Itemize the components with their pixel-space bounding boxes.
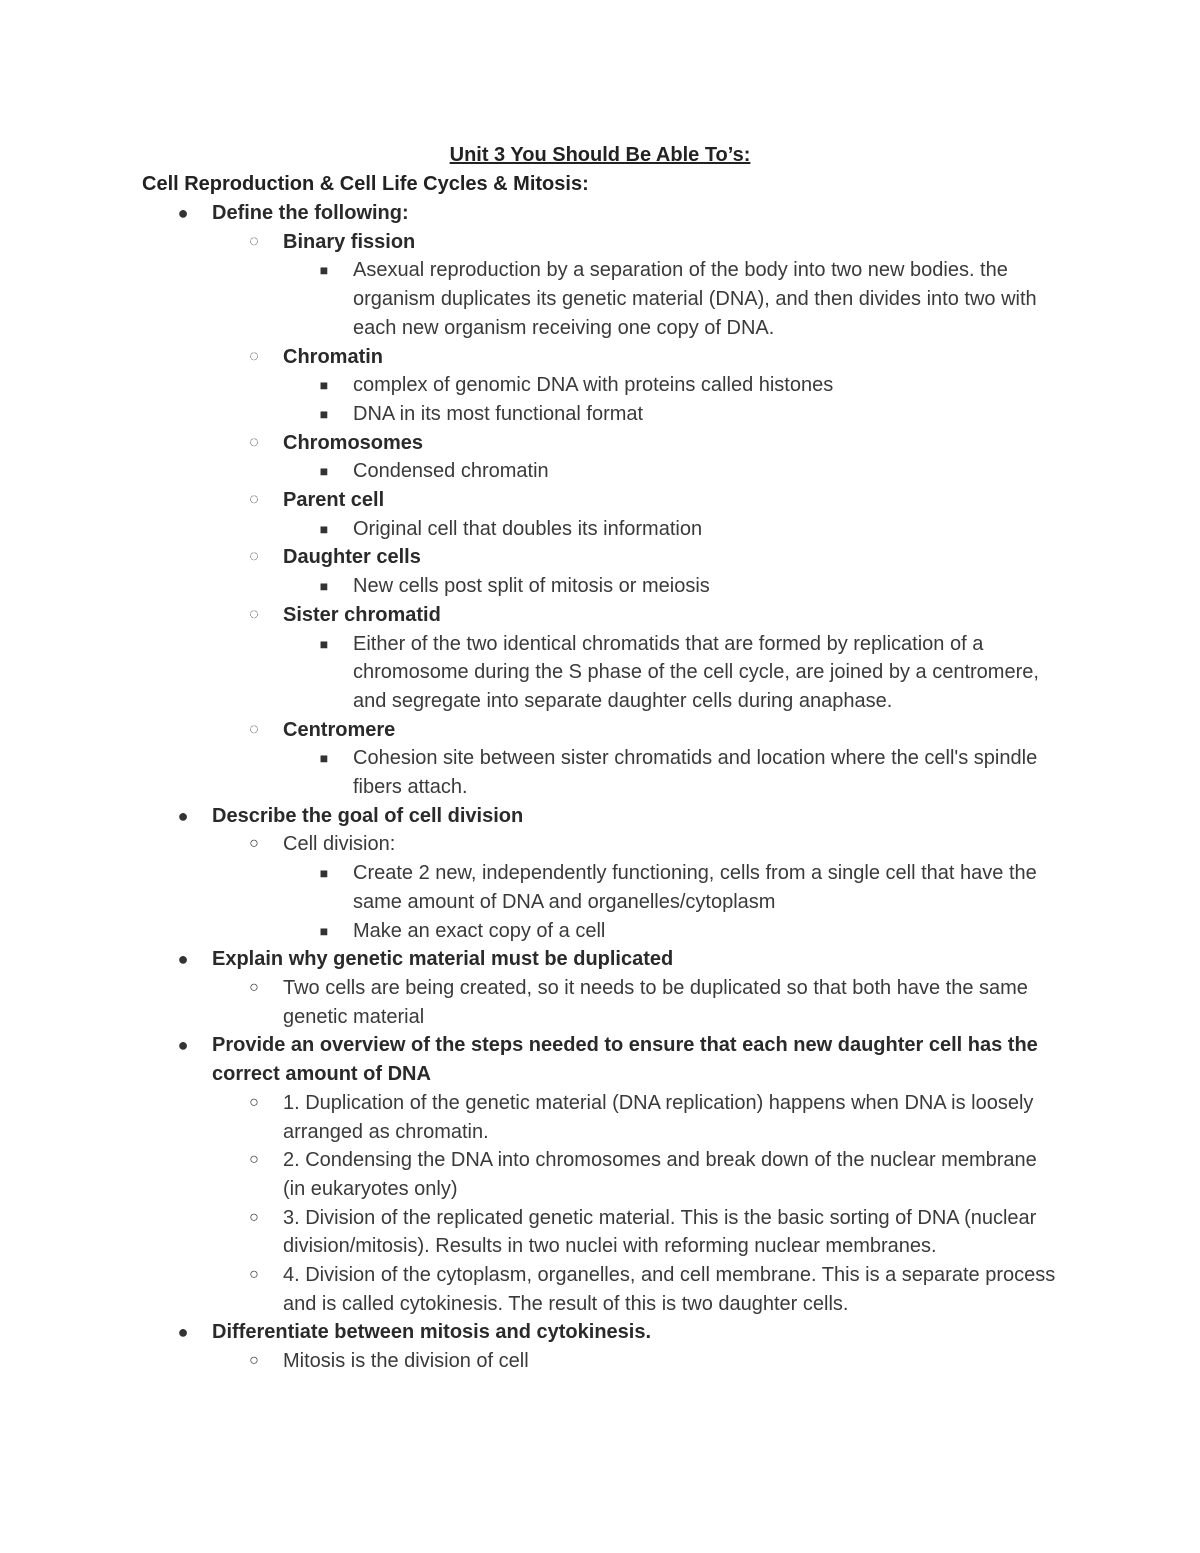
bullet-icon: ● bbox=[177, 1035, 189, 1056]
bullet-icon: ◌ bbox=[249, 605, 259, 623]
list-item bbox=[0, 1089, 1200, 1146]
bullet-icon: ■ bbox=[319, 377, 329, 394]
definition-text: Asexual reproduction by a separation of the body into two new bodies. the organism duplicates its genetic material (DNA), and then divides into two with each new organism receiving one copy of DNA. bbox=[353, 259, 1037, 339]
list-item bbox=[0, 400, 1200, 429]
outline-list bbox=[0, 199, 1200, 1376]
list-item bbox=[0, 1318, 1200, 1347]
answer-text: Cell division: bbox=[283, 833, 396, 856]
list-item bbox=[0, 802, 1200, 831]
bullet-icon: ■ bbox=[319, 578, 329, 595]
bullet-icon: ■ bbox=[319, 750, 329, 767]
definition-text: Cohesion site between sister chromatids and location where the cell's spindle fibers attach. bbox=[353, 747, 1038, 799]
step-text: 1. Duplication of the genetic material (DNA replication) happens when DNA is loosely arranged as chromatin. bbox=[283, 1091, 1034, 1143]
bullet-icon: ■ bbox=[319, 922, 329, 939]
list-item bbox=[0, 1347, 1200, 1376]
list-item bbox=[0, 256, 1200, 342]
bullet-icon: ● bbox=[177, 805, 189, 826]
answer-text: Mitosis is the division of cell bbox=[283, 1350, 529, 1373]
list-item bbox=[0, 343, 1200, 372]
bullet-icon: ○ bbox=[249, 978, 259, 996]
bullet-icon: ■ bbox=[319, 520, 329, 537]
bullet-icon: ■ bbox=[319, 262, 329, 279]
bullet-icon: ◌ bbox=[249, 548, 259, 566]
list-item bbox=[0, 716, 1200, 745]
list-item bbox=[0, 572, 1200, 601]
bullet-icon: ● bbox=[177, 1322, 189, 1343]
bullet-icon: ■ bbox=[319, 635, 329, 652]
list-item bbox=[0, 486, 1200, 515]
outline-heading: Define the following: bbox=[212, 202, 409, 224]
term-label: Parent cell bbox=[283, 489, 385, 512]
definition-text: Original cell that doubles its information bbox=[353, 517, 703, 540]
bullet-icon: ○ bbox=[249, 1093, 259, 1111]
term-label: Chromatin bbox=[283, 345, 383, 368]
bullet-icon: ◌ bbox=[249, 433, 259, 451]
bullet-icon: ■ bbox=[319, 865, 329, 882]
definition-text: Condensed chromatin bbox=[353, 460, 549, 483]
list-item bbox=[0, 830, 1200, 859]
bullet-icon: ◌ bbox=[249, 720, 259, 738]
answer-text: Two cells are being created, so it needs to be duplicated so that both have the same genetic material bbox=[283, 976, 1028, 1028]
list-item bbox=[0, 945, 1200, 974]
list-item bbox=[0, 1261, 1200, 1318]
list-item bbox=[0, 974, 1200, 1031]
outline-heading: Explain why genetic material must be duplicated bbox=[212, 948, 674, 971]
outline-heading: Provide an overview of the steps needed to ensure that each new daughter cell has the correct amount of DNA bbox=[212, 1034, 1038, 1086]
list-item bbox=[0, 1031, 1200, 1088]
list-item bbox=[0, 917, 1200, 946]
bullet-icon: ○ bbox=[249, 1151, 259, 1169]
definition-text: Create 2 new, independently functioning, cells from a single cell that have the same amount of DNA and organelles/cytoplasm bbox=[353, 862, 1037, 913]
bullet-icon: ● bbox=[177, 949, 189, 970]
term-label: Centromere bbox=[283, 718, 396, 741]
outline-heading: Differentiate between mitosis and cytokinesis. bbox=[212, 1321, 652, 1344]
list-item bbox=[0, 630, 1200, 716]
list-item bbox=[0, 859, 1200, 916]
list-item bbox=[0, 744, 1200, 801]
list-item bbox=[0, 371, 1200, 400]
page-title: Unit 3 You Should Be Able To’s: bbox=[449, 144, 751, 166]
bullet-icon: ○ bbox=[249, 835, 259, 853]
definition-text: Make an exact copy of a cell bbox=[353, 919, 606, 942]
bullet-icon: ■ bbox=[319, 463, 329, 480]
outline-heading: Describe the goal of cell division bbox=[212, 804, 524, 827]
term-label: Daughter cells bbox=[283, 546, 421, 569]
definition-text: complex of genomic DNA with proteins called histones bbox=[353, 374, 834, 397]
term-label: Chromosomes bbox=[283, 431, 424, 454]
list-item bbox=[0, 1204, 1200, 1261]
list-item bbox=[0, 457, 1200, 486]
step-text: 4. Division of the cytoplasm, organelles, and cell membrane. This is a separate process and is called cytokinesis. The result of this is two daughter cells. bbox=[283, 1264, 1056, 1315]
list-item bbox=[0, 543, 1200, 572]
term-label: Binary fission bbox=[283, 230, 416, 253]
list-item bbox=[0, 1146, 1200, 1203]
bullet-icon: ○ bbox=[249, 1266, 259, 1284]
list-item bbox=[0, 228, 1200, 257]
list-item bbox=[0, 429, 1200, 458]
bullet-icon: ◌ bbox=[249, 347, 259, 365]
definition-text: DNA in its most functional format bbox=[353, 402, 644, 425]
list-item bbox=[0, 601, 1200, 630]
bullet-icon: ■ bbox=[319, 405, 329, 422]
section-heading: Cell Reproduction & Cell Life Cycles & Mitosis: bbox=[142, 173, 589, 195]
bullet-icon: ○ bbox=[249, 1208, 259, 1226]
bullet-icon: ● bbox=[177, 203, 189, 223]
bullet-icon: ◌ bbox=[249, 232, 259, 250]
term-label: Sister chromatid bbox=[283, 603, 441, 626]
list-item bbox=[0, 199, 1200, 228]
bullet-icon: ○ bbox=[249, 1352, 259, 1370]
list-item bbox=[0, 515, 1200, 544]
bullet-icon: ◌ bbox=[249, 491, 259, 509]
definition-text: Either of the two identical chromatids that are formed by replication of a chromosome during the S phase of the cell cycle, are joined by a centromere, and segregate into separate daughter cells during anaphase. bbox=[353, 632, 1039, 712]
definition-text: New cells post split of mitosis or meiosis bbox=[353, 575, 710, 598]
step-text: 2. Condensing the DNA into chromosomes and break down of the nuclear membrane (in eukaryotes only) bbox=[283, 1149, 1037, 1200]
step-text: 3. Division of the replicated genetic material. This is the basic sorting of DNA (nuclear division/mitosis). Results in two nuclei with reforming nuclear membranes. bbox=[283, 1206, 1037, 1258]
